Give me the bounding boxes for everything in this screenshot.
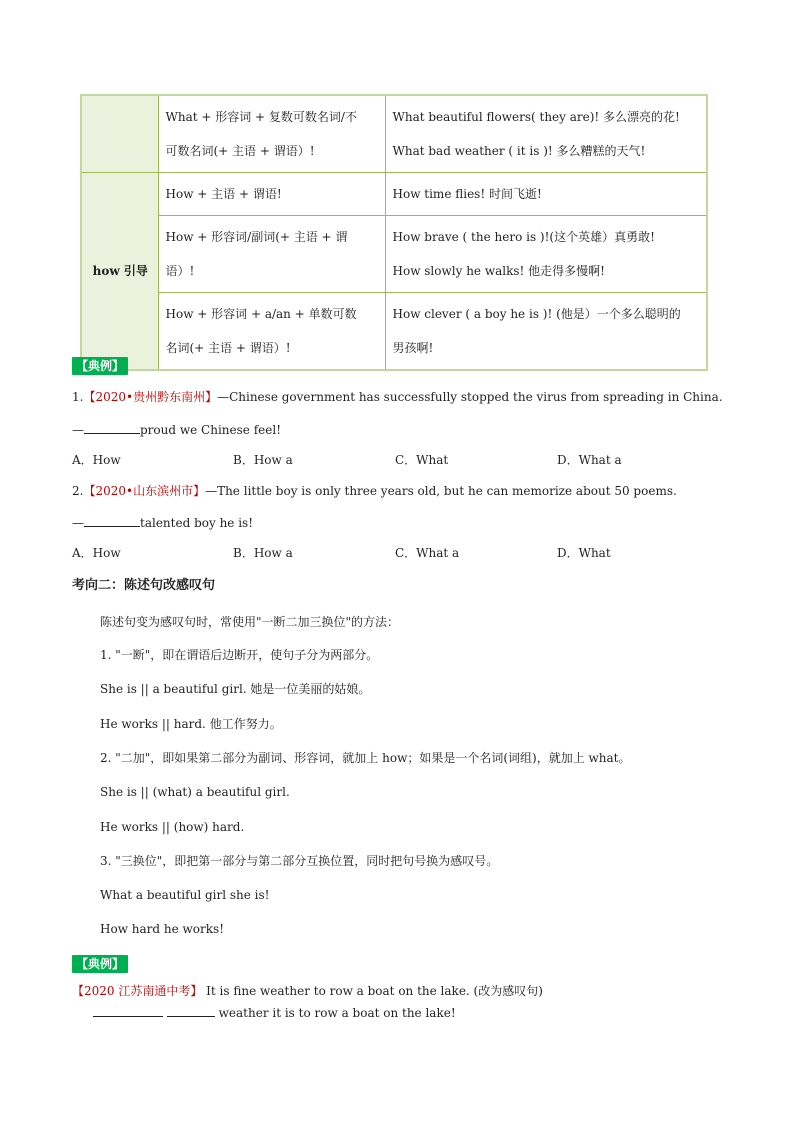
question-number: 1. (72, 390, 84, 404)
option-b[interactable]: B．How a (233, 453, 293, 467)
example-cell (385, 173, 707, 216)
question-text: —The little boy is only three years old, but he can memorize about 50 poems. (205, 484, 677, 498)
table-row (81, 95, 707, 173)
pattern-text: 名词(+ 主语 + 谓语）! (165, 341, 291, 355)
pattern-cell (158, 293, 385, 371)
pattern-text: How + 形容词 + a/an + 单数可数 (165, 307, 357, 321)
rule-line: 3. "三换位"，即把第一部分与第二部分互换位置，同时把句号换为感叹号。 (100, 854, 499, 868)
question-2-answer (72, 513, 253, 532)
question-source: 【2020•贵州黔东南州】 (83, 390, 218, 404)
question-2-options (72, 544, 722, 562)
pattern-text: How + 形容词/副词(+ 主语 + 谓 (165, 230, 348, 244)
group-label: how 引导 (81, 173, 158, 371)
example-cell (385, 216, 707, 293)
answer-prefix: — (72, 423, 84, 437)
example-cell (385, 293, 707, 371)
pattern-text: How + 主语 + 谓语! (165, 187, 282, 201)
question-number: 2. (72, 484, 84, 498)
example-line: He works || hard. 他工作努力。 (100, 717, 282, 731)
option-d[interactable]: D．What (557, 546, 611, 560)
question-text: It is fine weather to row a boat on the lake. (改为感叹句) (202, 984, 543, 998)
example-tag: 【典例】 (72, 357, 128, 375)
example-text: How brave ( the hero is )!(这个英雄）真勇敢! (392, 230, 655, 244)
option-a[interactable]: A．How (72, 546, 121, 560)
example-cell (385, 95, 707, 173)
grammar-table (80, 94, 708, 371)
option-d[interactable]: D．What a (557, 453, 622, 467)
answer-blank-1[interactable] (93, 1003, 163, 1017)
example-line: He works || (how) hard. (100, 820, 245, 834)
example-text: How clever ( a boy he is )! (他是）一个多么聪明的 (392, 307, 681, 321)
section-title: 考向二：陈述句改感叹句 (72, 578, 216, 593)
pattern-text: 可数名词(+ 主语 + 谓语）! (165, 144, 315, 158)
question-source: 【2020 江苏南通中考】 (72, 984, 203, 998)
answer-blank[interactable] (84, 513, 140, 527)
pattern-text: 语）! (165, 264, 195, 278)
answer-blank-2[interactable] (167, 1003, 215, 1017)
answer-rest: weather it is to row a boat on the lake! (214, 1006, 456, 1020)
pattern-text: What + 形容词 + 复数可数名词/不 (165, 110, 357, 124)
rule-line: 1. "一断"，即在谓语后边断开，使句子分为两部分。 (100, 648, 379, 662)
pattern-cell (158, 216, 385, 293)
question-3-stem (72, 982, 543, 1000)
example-line: She is || (what) a beautiful girl. (100, 785, 290, 799)
question-1-stem (72, 388, 723, 406)
example-text: 男孩啊! (392, 341, 434, 355)
question-1-options (72, 451, 722, 469)
example-line: She is || a beautiful girl. 她是一位美丽的姑娘。 (100, 682, 371, 696)
answer-rest: proud we Chinese feel! (140, 423, 282, 437)
question-text: —Chinese government has successfully stopped the virus from spreading in China. (217, 390, 723, 404)
example-text: How time flies! 时间飞逝! (392, 187, 542, 201)
question-1-answer (72, 420, 281, 439)
question-2-stem (72, 482, 677, 500)
example-text: How slowly he walks! 他走得多慢啊! (392, 264, 605, 278)
example-text: What bad weather ( it is )! 多么糟糕的天气! (392, 144, 646, 158)
example-text: What beautiful flowers( they are)! 多么漂亮的花! (392, 110, 680, 124)
question-source: 【2020•山东滨州市】 (83, 484, 206, 498)
rule-line: 2. "二加"，即如果第二部分为副词、形容词，就加上 how；如果是一个名词(词组)，就加上 what。 (100, 751, 631, 765)
table-row (81, 173, 707, 216)
question-3-answer (93, 1003, 456, 1022)
answer-rest: talented boy he is! (140, 516, 254, 530)
option-c[interactable]: C．What (395, 453, 449, 467)
pattern-cell (158, 173, 385, 216)
example-line: How hard he works! (100, 922, 225, 936)
option-c[interactable]: C．What a (395, 546, 460, 560)
table-row (81, 216, 707, 293)
answer-blank[interactable] (84, 420, 140, 434)
table-row (81, 293, 707, 371)
option-b[interactable]: B．How a (233, 546, 293, 560)
example-line: What a beautiful girl she is! (100, 888, 270, 902)
group-cell-empty (81, 95, 158, 173)
option-a[interactable]: A．How (72, 453, 121, 467)
answer-prefix: — (72, 516, 84, 530)
section-intro: 陈述句变为感叹句时，常使用"一断二加三换位"的方法： (100, 615, 400, 629)
example-tag: 【典例】 (72, 955, 128, 973)
pattern-cell (158, 95, 385, 173)
